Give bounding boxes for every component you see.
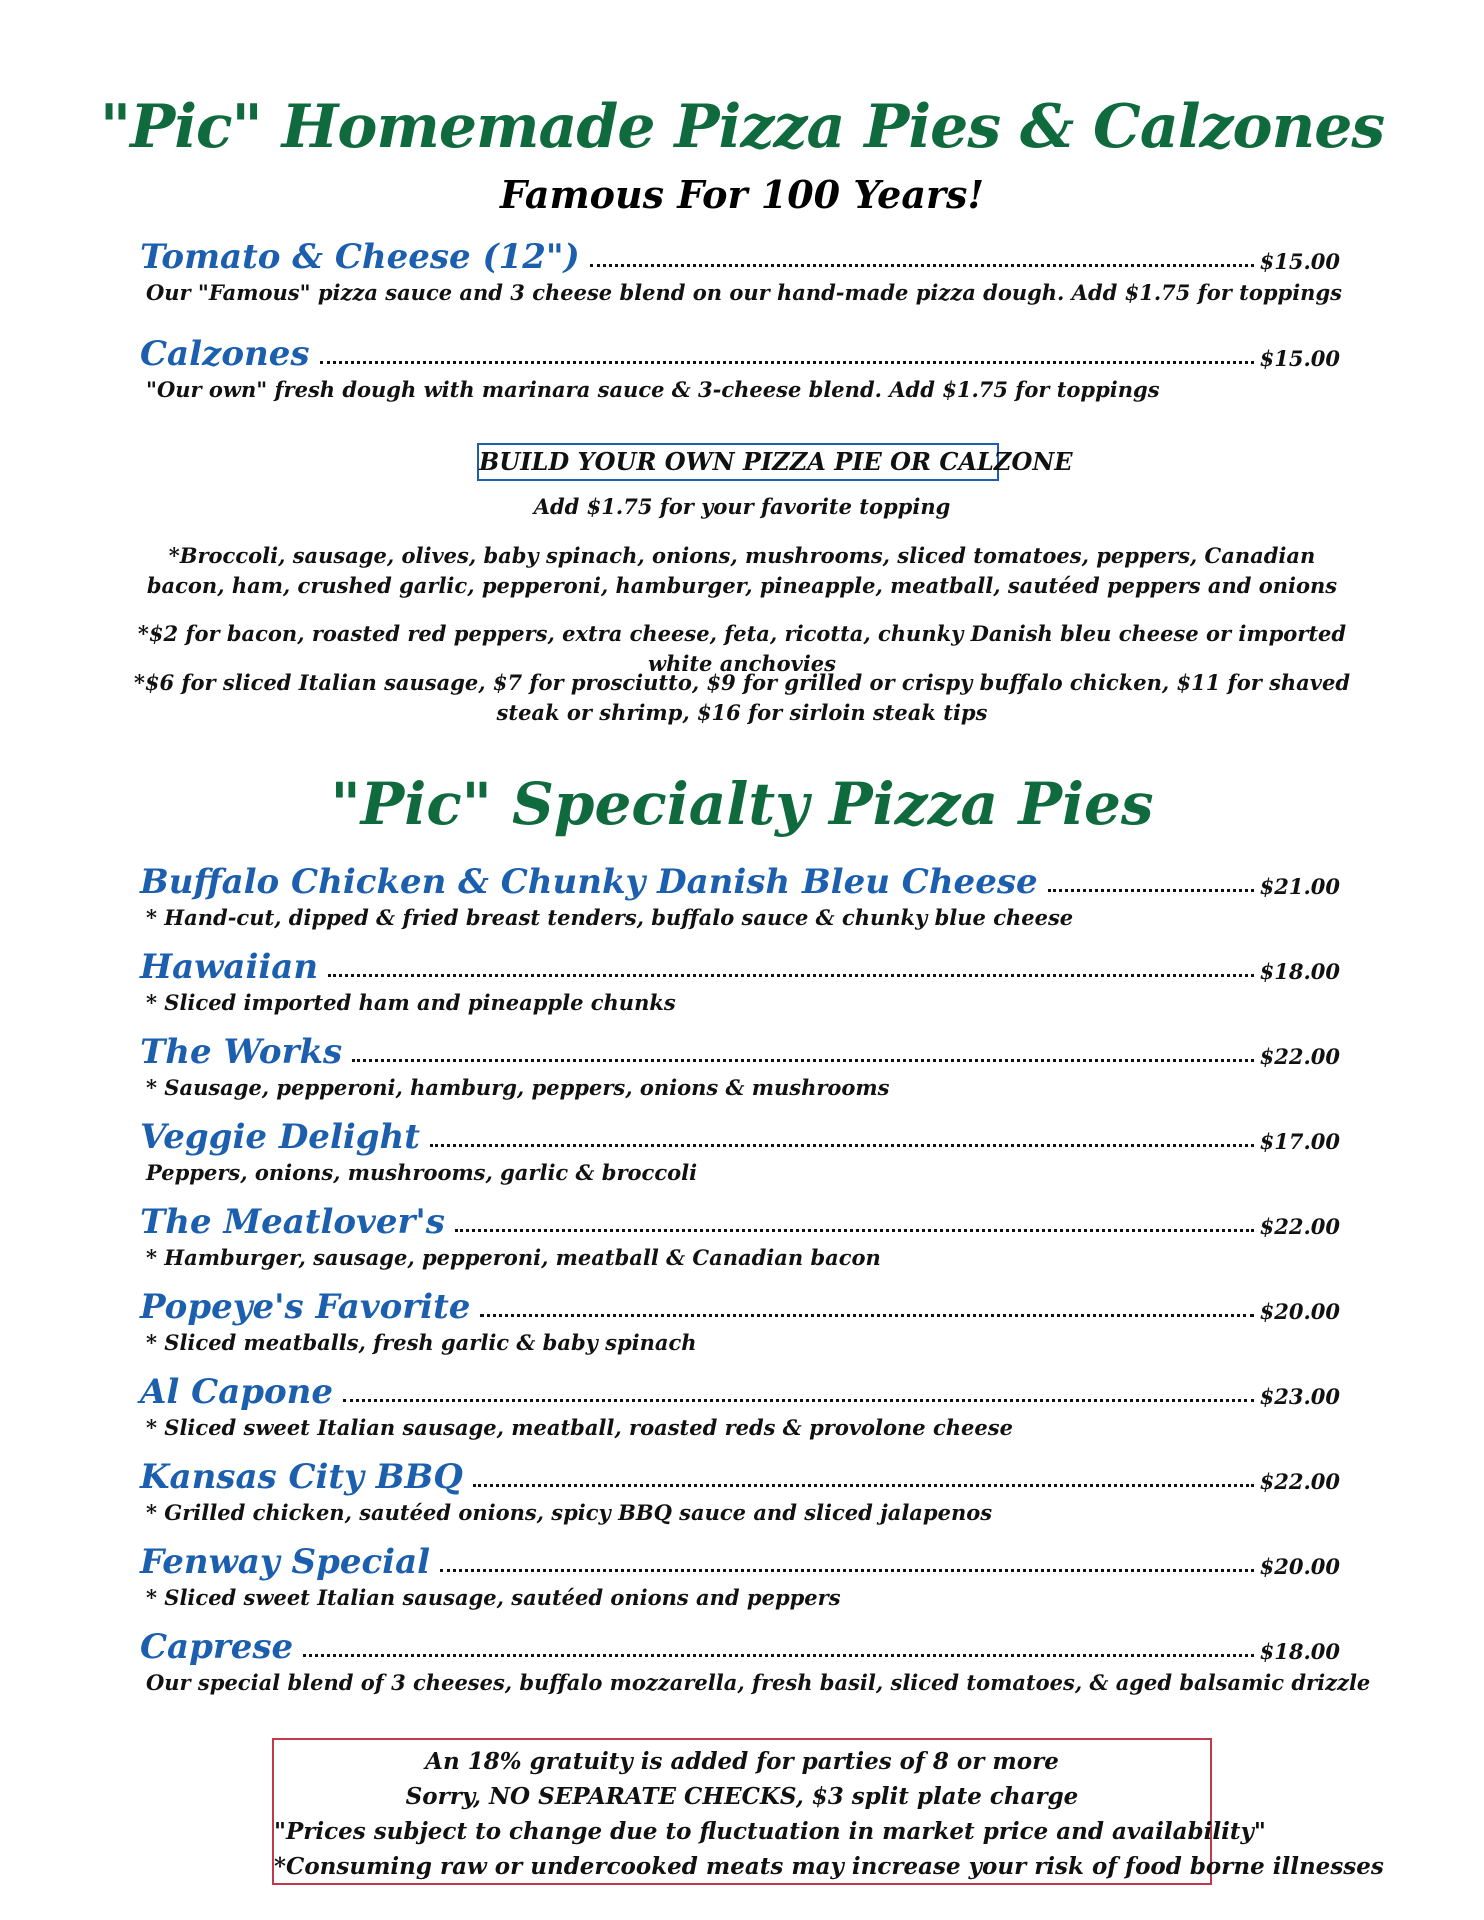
- item-name: The Works: [140, 1032, 343, 1072]
- item-price: $15.00: [1259, 249, 1340, 274]
- specialty-item-meatlovers: [140, 1202, 1340, 1272]
- item-name: Caprese: [140, 1627, 294, 1667]
- item-price: $15.00: [1259, 346, 1340, 371]
- specialty-item-popeyes-favorite: [140, 1287, 1340, 1357]
- specialty-item-hawaiian: [140, 947, 1340, 1017]
- item-name: Veggie Delight: [140, 1117, 420, 1157]
- dot-leader: [320, 361, 1254, 364]
- specialty-item-the-works: [140, 1032, 1340, 1102]
- separate-checks-notice: Sorry, NO SEPARATE CHECKS, $3 split plate charge: [405, 1783, 1079, 1810]
- item-name: Tomato & Cheese (12"): [140, 237, 580, 277]
- topping-list-premium: *$6 for sliced Italian sausage, $7 for prosciutto, $9 for grilled or crispy buffalo chicken, $11 for shaved steak or shrimp, $16 for sirloin steak tips: [133, 670, 1351, 725]
- item-price: $21.00: [1259, 874, 1340, 899]
- item-description: * Sausage, pepperoni, hamburg, peppers, onions & mushrooms: [146, 1075, 890, 1100]
- item-name: Kansas City BBQ: [140, 1457, 463, 1497]
- dot-leader: [303, 1654, 1253, 1657]
- specialty-item-fenway-special: [140, 1542, 1340, 1612]
- gratuity-notice: An 18% gratuity is added for parties of 8 or more: [425, 1748, 1059, 1775]
- specialty-item-caprese: [140, 1627, 1371, 1697]
- item-price: $22.00: [1259, 1214, 1340, 1239]
- menu-subtitle: Famous For 100 Years!: [499, 172, 985, 217]
- item-description: * Hamburger, sausage, pepperoni, meatball & Canadian bacon: [146, 1245, 881, 1270]
- item-price: $18.00: [1259, 959, 1340, 984]
- item-name: Calzones: [140, 334, 310, 374]
- specialty-item-buffalo-chicken: [140, 862, 1340, 932]
- topping-list-2-dollar: *$2 for bacon, roasted red peppers, extra cheese, feta, ricotta, chunky Danish bleu cheese or imported white anchovies: [137, 621, 1347, 676]
- item-name: Hawaiian: [140, 947, 319, 987]
- item-price: $17.00: [1259, 1129, 1340, 1154]
- specialty-item-al-capone: [140, 1372, 1340, 1442]
- dot-leader: [328, 974, 1254, 977]
- item-description: "Our own" fresh dough with marinara sauce & 3-cheese blend. Add $1.75 for toppings: [146, 377, 1160, 402]
- item-price: $20.00: [1259, 1554, 1340, 1579]
- specialty-title: "Pic" Specialty Pizza Pies: [330, 770, 1154, 838]
- item-price: $18.00: [1259, 1639, 1340, 1664]
- dot-leader: [590, 264, 1254, 267]
- item-name: The Meatlover's: [140, 1202, 445, 1242]
- item-description: * Grilled chicken, sautéed onions, spicy BBQ sauce and sliced jalapenos: [146, 1500, 993, 1525]
- dot-leader: [1048, 889, 1254, 892]
- menu-item-tomato-cheese: [140, 237, 1340, 307]
- item-description: * Hand-cut, dipped & fried breast tenders, buffalo sauce & chunky blue cheese: [146, 905, 1074, 930]
- item-description: Peppers, onions, mushrooms, garlic & broccoli: [146, 1160, 698, 1185]
- item-description: * Sliced imported ham and pineapple chunks: [146, 990, 676, 1015]
- policy-notice-box: [272, 1738, 1384, 1885]
- dot-leader: [473, 1484, 1254, 1487]
- item-description: Our "Famous" pizza sauce and 3 cheese blend on our hand-made pizza dough. Add $1.75 for toppings: [146, 280, 1342, 305]
- item-description: Our special blend of 3 cheeses, buffalo mozzarella, fresh basil, sliced tomatoes, & aged balsamic drizzle: [146, 1670, 1371, 1695]
- dot-leader: [352, 1059, 1253, 1062]
- build-your-own-heading: BUILD YOUR OWN PIZZA PIE OR CALZONE: [477, 443, 999, 481]
- dot-leader: [455, 1229, 1254, 1232]
- item-price: $22.00: [1259, 1469, 1340, 1494]
- food-safety-notice: *Consuming raw or undercooked meats may increase your risk of food borne illnesses: [274, 1853, 1384, 1880]
- specialty-item-kansas-city-bbq: [140, 1457, 1340, 1527]
- item-price: $20.00: [1259, 1299, 1340, 1324]
- dot-leader: [430, 1144, 1254, 1147]
- menu-title: "Pic" Homemade Pizza Pies & Calzones: [99, 92, 1385, 162]
- item-price: $23.00: [1259, 1384, 1340, 1409]
- item-name: Al Capone: [140, 1372, 334, 1412]
- specialty-item-veggie-delight: [140, 1117, 1340, 1187]
- item-description: * Sliced sweet Italian sausage, sautéed onions and peppers: [146, 1585, 841, 1610]
- item-name: Buffalo Chicken & Chunky Danish Bleu Cheese: [140, 862, 1038, 902]
- menu-item-calzones: [140, 334, 1340, 404]
- dot-leader: [440, 1569, 1254, 1572]
- item-name: Fenway Special: [140, 1542, 431, 1582]
- dot-leader: [343, 1399, 1254, 1402]
- topping-price-note: Add $1.75 for your favorite topping: [533, 494, 951, 519]
- price-change-notice: "Prices subject to change due to fluctuation in market price and availability": [274, 1818, 1266, 1845]
- dot-leader: [480, 1314, 1253, 1317]
- item-description: * Sliced sweet Italian sausage, meatball, roasted reds & provolone cheese: [146, 1415, 1013, 1440]
- item-price: $22.00: [1259, 1044, 1340, 1069]
- item-description: * Sliced meatballs, fresh garlic & baby spinach: [146, 1330, 697, 1355]
- topping-list-standard: *Broccoli, sausage, olives, baby spinach, onions, mushrooms, sliced tomatoes, peppers, Canadian bacon, ham, crushed garlic, pepperoni, hamburger, pineapple, meatball, sautéed peppers and onions: [146, 543, 1338, 598]
- item-name: Popeye's Favorite: [140, 1287, 471, 1327]
